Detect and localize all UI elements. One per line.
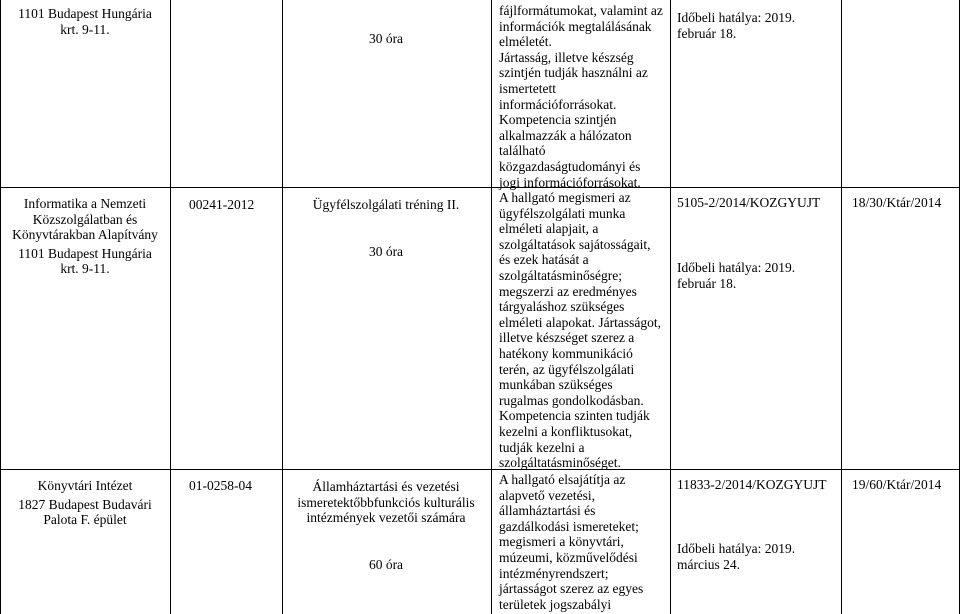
validity-cell: Időbeli hatálya: 2019. március 24. xyxy=(677,541,796,572)
institution-cell: 1101 Budapest Hungária krt. 9-11. xyxy=(18,6,152,37)
column-divider xyxy=(170,0,171,614)
description-cell: A hallgató megismeri az ügyfélszolgálati munka elméleti alapjait, a szolgáltatások sajátosságait, és ezek hatását a szolgáltatásminőségre; megszerzi az eredményes tárgyaláshoz szükséges elméleti alapokat. Jártasságot, illetve készséget szerez a hatékony kommunikáció terén, az ügyfélszolgálati munkában szükséges rugalmas gondolkodásban. Kompetencia szinten tudják kezelni a konfliktusokat, tudják kezelni a szolgáltatásminőséget. xyxy=(499,190,661,471)
hours-cell: 60 óra xyxy=(368,557,404,572)
table-border xyxy=(0,0,1,614)
institution-cell: Informatika a Nemzeti Közszolgálatban és Könyvtárakban Alapítvány 1101 Budapest Hungária krt. 9-11. xyxy=(12,196,158,277)
row-divider xyxy=(0,469,960,470)
institution-cell: Könyvtári Intézet 1827 Budapest Budavári Palota F. épület xyxy=(18,478,152,528)
row-divider xyxy=(0,187,960,188)
description-cell: fájlformátumokat, valamint az információk megtalálásának elméletét. Jártasság, illetve készség szintjén tudják használni az ismertetett információforrásokat. Kompetencia szintjén alkalmazzák a hálózaton található közgazdaságtudományi és jogi információforrásokat. xyxy=(499,3,663,190)
column-divider xyxy=(491,0,492,614)
registration-number: 5105-2/2014/KOZGYUJT xyxy=(677,195,821,210)
ktar-number: 18/30/Ktár/2014 xyxy=(852,195,942,210)
course-title: Ügyfélszolgálati tréning II. xyxy=(312,197,460,212)
column-divider xyxy=(841,0,842,614)
validity-cell: Időbeli hatálya: 2019. február 18. xyxy=(677,10,796,41)
column-divider xyxy=(282,0,283,614)
course-title: Államháztartási és vezetési ismeretektőbbfunkciós kulturális intézmények vezetői számára xyxy=(297,479,475,526)
validity-cell: Időbeli hatálya: 2019. február 18. xyxy=(677,260,796,291)
hours-cell: 30 óra xyxy=(368,31,404,46)
hours-cell: 30 óra xyxy=(368,244,404,259)
description-cell: A hallgató elsajátítja az alapvető vezetési, államháztartási és gazdálkodási ismereteket; megismeri a könyvtári, múzeumi, közművelődési intézményrendszert; jártasságot szerez az egyes területek jogszabályi xyxy=(499,472,644,612)
ktar-number: 19/60/Ktár/2014 xyxy=(852,477,942,492)
course-code: 00241-2012 xyxy=(189,197,255,212)
course-code: 01-0258-04 xyxy=(189,478,252,493)
registration-number: 11833-2/2014/KOZGYUJT xyxy=(677,477,827,492)
